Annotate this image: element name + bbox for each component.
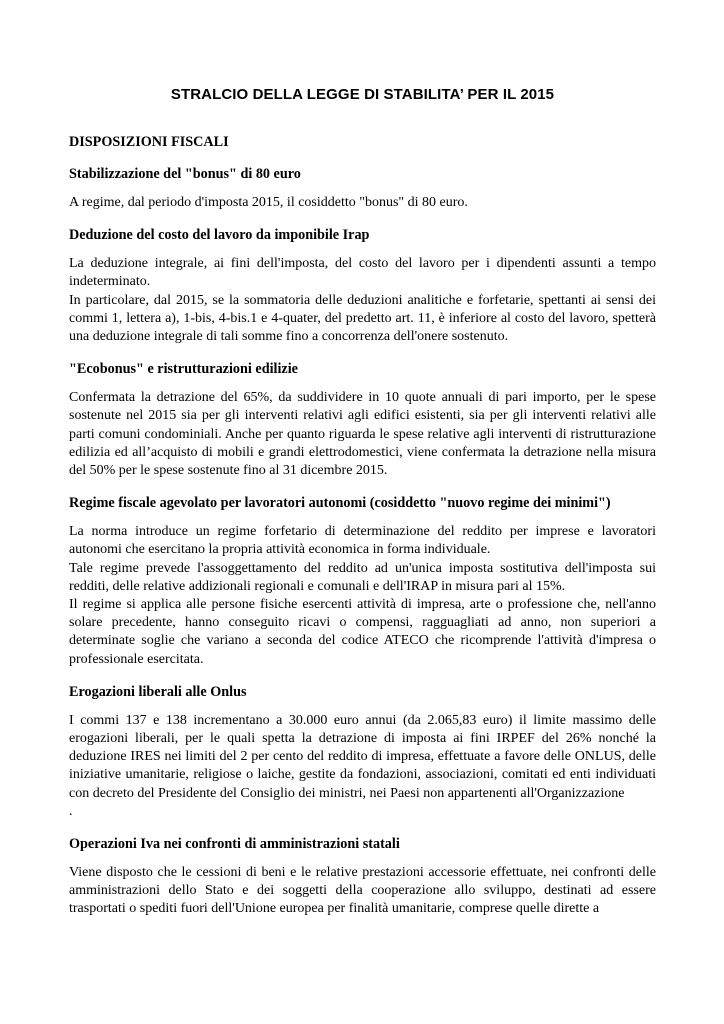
paragraph: I commi 137 e 138 incrementano a 30.000 euro annui (da 2.065,83 euro) il limite massimo delle erogazioni liberali, per le quali spetta la detrazione di imposta ai fini IRPEF del 26% nonché la deduzione IRES nei limiti del 2 per cento del reddito di impresa, effettuate a favore delle ONLUS, delle iniziative umanitarie, religiose o laiche, gestite da fondazioni, associazioni, comitati ed enti individuati con decreto del Presidente del Consiglio dei ministri, nei Paesi non appartenenti all'Organizzazione (69, 712, 656, 801)
section-heading: DISPOSIZIONI FISCALI (69, 134, 229, 150)
section-heading: Erogazioni liberali alle Onlus (69, 683, 247, 700)
document-section (69, 133, 656, 151)
paragraph: La deduzione integrale, ai fini dell'imposta, del costo del lavoro per i dipendenti assunti a tempo indeterminato. (69, 256, 656, 290)
section-paragraphs (69, 194, 656, 212)
document-body (69, 133, 656, 919)
document-section (69, 835, 656, 919)
paragraph: Viene disposto che le cessioni di beni e le relative prestazioni accessorie effettuate, nei confronti delle amministrazioni dello Stato e dei soggetti della cooperazione allo sviluppo, destinati ad essere trasportati o spediti fuori dell'Unione europea per finalità umanitarie, comprese quelle dirette a (69, 865, 656, 917)
document-section (69, 226, 656, 346)
section-heading: "Ecobonus" e ristrutturazioni edilizie (69, 361, 298, 378)
paragraph: . (69, 803, 73, 819)
paragraph: Tale regime prevede l'assoggettamento del reddito ad un'unica imposta sostitutiva dell'imposta sui redditi, delle relative addizionali regionali e comunali e dell'IRAP in misura pari al 15%. (69, 560, 656, 594)
section-heading: Operazioni Iva nei confronti di amministrazioni statali (69, 836, 400, 853)
section-paragraphs (69, 523, 656, 669)
paragraph: In particolare, dal 2015, se la sommatoria delle deduzioni analitiche e forfetarie, spettanti ai sensi dei commi 1, lettera a), 1-bis, 4-bis.1 e 4-quater, del predetto art. 11, è inferiore al costo del lavoro, spetterà una deduzione integrale di tali somme fino a concorrenza dell'onere sostenuto. (69, 292, 656, 345)
section-paragraphs (69, 255, 656, 346)
paragraph: Il regime si applica alle persone fisiche esercenti attività di impresa, arte o professione che, nell'anno solare precedente, hanno conseguito ricavi o compensi, ragguagliati ad anno, non superiori a determinate soglie che variano a seconda del codice ATECO che ricomprende l'attività d'impresa o professionale esercitata. (69, 597, 656, 667)
document-section (69, 360, 656, 480)
document-title: STRALCIO DELLA LEGGE DI STABILITA’ PER IL 2015 (170, 86, 555, 103)
section-paragraphs (69, 864, 656, 919)
document-section (69, 494, 656, 669)
section-heading: Regime fiscale agevolato per lavoratori autonomi (cosiddetto "nuovo regime dei minimi") (69, 495, 611, 512)
document-section (69, 165, 656, 212)
section-heading: Deduzione del costo del lavoro da imponibile Irap (69, 227, 370, 244)
section-paragraphs (69, 389, 656, 480)
document-section (69, 683, 656, 821)
section-heading: Stabilizzazione del "bonus" di 80 euro (69, 166, 301, 182)
paragraph: Confermata la detrazione del 65%, da suddividere in 10 quote annuali di pari importo, per le spese sostenute nel 2015 sia per gli interventi relativi agli edifici esistenti, sia per gli interventi relativi alle parti comuni condominiali. Anche per quanto riguarda le spese relative agli interventi di ristrutturazione edilizia ed all’acquisto di mobili e grandi elettrodomestici, viene confermata la detrazione nella misura del 50% per le spese sostenute fino al 31 dicembre 2015. (69, 390, 656, 479)
paragraph: La norma introduce un regime forfetario di determinazione del reddito per imprese e lavoratori autonomi che esercitano la propria attività economica in forma individuale. (69, 524, 656, 558)
paragraph: A regime, dal periodo d'imposta 2015, il cosiddetto "bonus" di 80 euro. (69, 195, 468, 210)
section-paragraphs (69, 712, 656, 821)
